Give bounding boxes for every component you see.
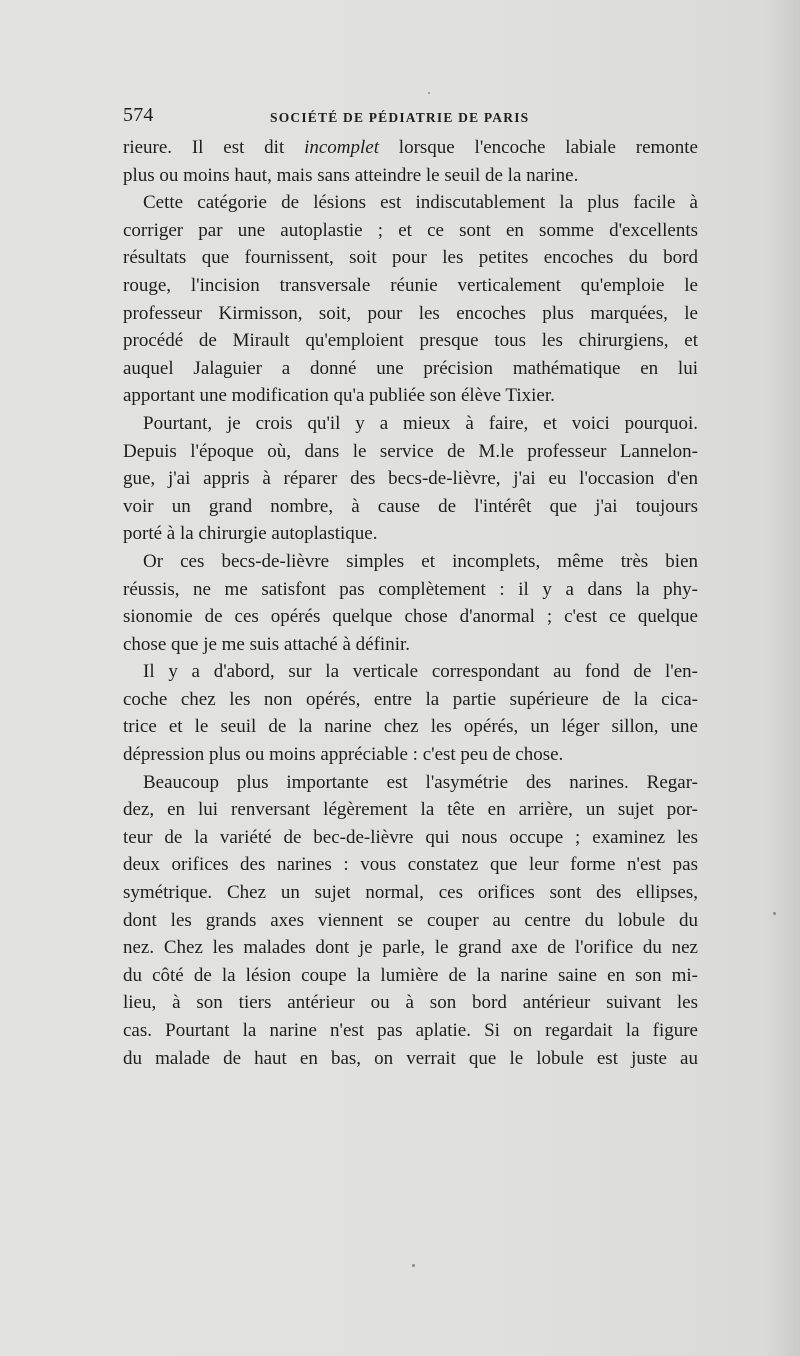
text-line: symétrique. Chez un sujet normal, ces orifices sont des ellipses,: [123, 882, 698, 904]
text-segment: lorsque l'encoche labiale remonte: [379, 137, 698, 158]
paper-speck: [428, 92, 430, 94]
text-line: dépression plus ou moins appréciable : c'est peu de chose.: [123, 744, 564, 766]
text-line: résultats que fournissent, soit pour les petites encoches du bord: [123, 247, 698, 269]
text-line: nez. Chez les malades dont je parle, le grand axe de l'orifice du nez: [123, 937, 698, 959]
text-line: deux orifices des narines : vous constatez que leur forme n'est pas: [123, 854, 698, 876]
text-line: teur de la variété de bec-de-lièvre qui nous occupe ; examinez les: [123, 826, 698, 848]
text-line: coche chez les non opérés, entre la partie supérieure de la cica-: [123, 688, 698, 710]
text-line: apportant une modification qu'a publiée son élève Tixier.: [123, 385, 555, 407]
page-number: 574: [123, 104, 154, 126]
text-line: porté à la chirurgie autoplastique.: [123, 523, 378, 545]
text-line: corriger par une autoplastie ; et ce sont en somme d'excellents: [123, 219, 698, 241]
text-line: gue, j'ai appris à réparer des becs-de-lièvre, j'ai eu l'occasion d'en: [123, 468, 698, 490]
text-line: rouge, l'incision transversale réunie verticalement qu'emploie le: [123, 274, 698, 296]
page-edge-shadow: [766, 0, 800, 1356]
body-text: [123, 134, 698, 1072]
text-line: du malade de haut en bas, on verrait que le lobule est juste au: [123, 1047, 698, 1069]
text-line: lieu, à son tiers antérieur ou à son bord antérieur suivant les: [123, 992, 698, 1014]
text-line: procédé de Mirault qu'emploient presque tous les chirurgiens, et: [123, 330, 698, 352]
text-line: du côté de la lésion coupe la lumière de la narine saine en son mi-: [123, 964, 698, 986]
text-line: sionomie de ces opérés quelque chose d'anormal ; c'est ce quelque: [123, 606, 698, 628]
text-line: voir un grand nombre, à cause de l'intérêt que j'ai toujours: [123, 495, 698, 517]
text-line: [123, 134, 698, 162]
page-header: [123, 104, 698, 128]
paragraph-start-line: Or ces becs-de-lièvre simples et incomplets, même très bien: [143, 550, 698, 572]
italic-term: incomplet: [304, 137, 379, 158]
paper-speck: [773, 912, 776, 915]
text-line: Depuis l'époque où, dans le service de M.le professeur Lannelon-: [123, 440, 698, 462]
text-line: dont les grands axes viennent se couper au centre du lobule du: [123, 909, 698, 931]
text-line: professeur Kirmisson, soit, pour les encoches plus marquées, le: [123, 302, 698, 324]
text-line: auquel Jalaguier a donné une précision mathématique en lui: [123, 357, 698, 379]
text-line: cas. Pourtant la narine n'est pas aplatie. Si on regardait la figure: [123, 1020, 698, 1041]
paragraph-start-line: Cette catégorie de lésions est indiscutablement la plus facile à: [143, 192, 698, 214]
text-line: dez, en lui renversant légèrement la tête en arrière, un sujet por-: [123, 799, 698, 821]
paper-speck: [412, 1264, 415, 1267]
text-line: plus ou moins haut, mais sans atteindre le seuil de la narine.: [123, 164, 579, 186]
paragraph-start-line: Pourtant, je crois qu'il y a mieux à faire, et voici pourquoi.: [143, 412, 698, 434]
running-head: SOCIÉTÉ DE PÉDIATRIE DE PARIS: [270, 110, 530, 125]
paragraph-start-line: Beaucoup plus importante est l'asymétrie des narines. Regar-: [143, 771, 698, 793]
text-line: réussis, ne me satisfont pas complètement : il y a dans la phy-: [123, 578, 698, 600]
paragraph-start-line: Il y a d'abord, sur la verticale correspondant au fond de l'en-: [143, 661, 698, 683]
text-line: chose que je me suis attaché à définir.: [123, 633, 411, 655]
text-segment: rieure. Il est dit: [123, 137, 305, 158]
text-line: trice et le seuil de la narine chez les opérés, un léger sillon, une: [123, 716, 698, 738]
